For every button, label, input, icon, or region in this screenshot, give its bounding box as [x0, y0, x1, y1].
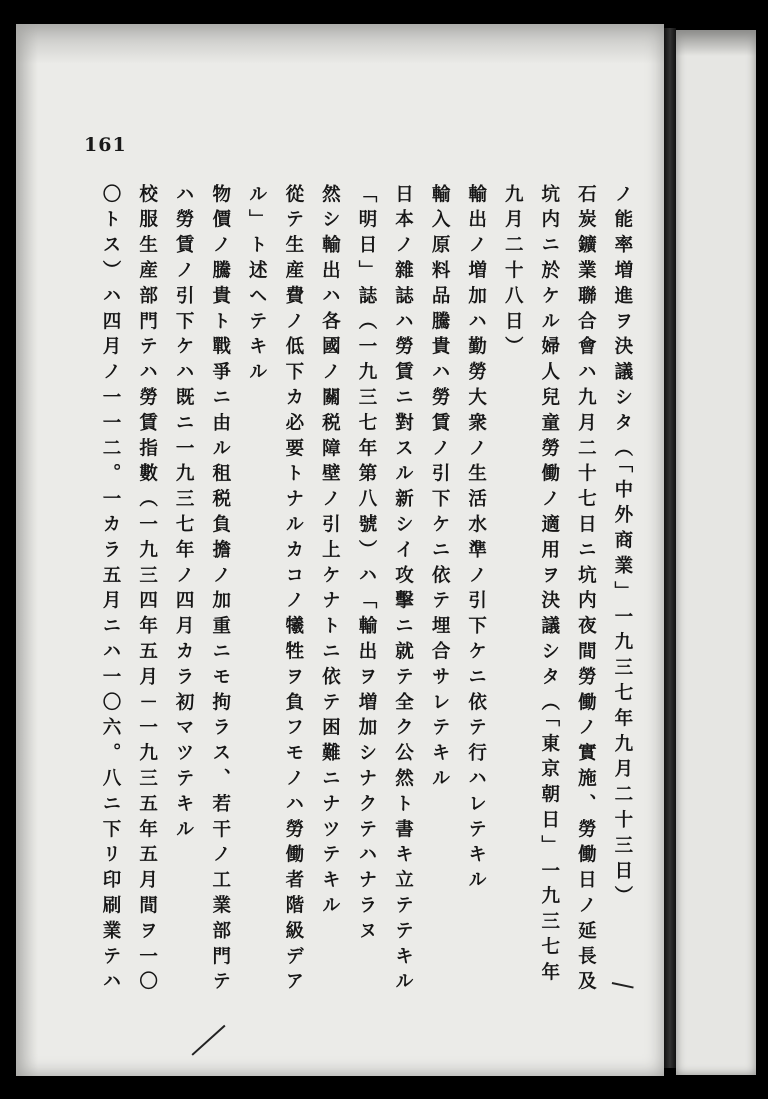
text-column: 日本ノ雜誌ハ勞賃ニ對スル新シイ攻擊ニ就テ全ク公然ト書キ立テテキル [392, 184, 414, 997]
text-column: 物價ノ騰貴ト戰爭ニ由ル租税負擔ノ加重ニモ拘ラス、若干ノ工業部門テ [209, 184, 231, 997]
text-column: 輸入原料品騰貴ハ勞賃ノ引下ケニ依テ埋合サレテキル [429, 184, 451, 794]
text-column: 校服生産部門テハ勞賃指數（一九三四年五月－一九三五年五月間ヲ一〇 [136, 184, 158, 997]
text-column: ノ能率増進ヲ決議シタ（「中外商業」一九三七年九月二十三日） [611, 184, 633, 912]
text-column: 從テ生産費ノ低下カ必要トナルカコノ犧牲ヲ負フモノハ勞働者階級デア [282, 184, 304, 997]
text-column: 然シ輸出ハ各國ノ關税障壁ノ引上ケナトニ依テ困難ニナツテキル [319, 184, 341, 921]
vertical-text-body [96, 184, 636, 1044]
book-page [16, 24, 664, 1076]
text-column: 〇トス）ハ四月ノ一一二。一カラ五月ニハ一〇六。八ニ下リ印刷業テハ [100, 184, 121, 997]
page-number: 161 [84, 134, 127, 156]
text-column: 坑内ニ於ケル婦人兒童勞働ノ適用ヲ決議シタ（「東京朝日」一九三七年 [538, 184, 560, 988]
text-column: 九月二十八日） [502, 184, 524, 362]
book-gutter [664, 28, 676, 1068]
text-column: 「明日」誌（一九三七年第八號）ハ「輸出ヲ増加シナクテハナラヌ [355, 184, 377, 946]
text-column: 輸出ノ増加ハ勤勞大衆ノ生活水準ノ引下ケニ依テ行ハレテキル [465, 184, 487, 896]
text-column: ハ勞賃ノ引下ケハ既ニ一九三七年ノ四月カラ初マツテキル [173, 184, 195, 845]
text-column: 石炭鑛業聯合會ハ九月二十七日ニ坑内夜間勞働ノ實施、勞働日ノ延長及 [575, 184, 597, 997]
adjacent-page-edge [676, 30, 756, 1075]
text-column: ル」ト述ヘテキル [246, 184, 268, 388]
